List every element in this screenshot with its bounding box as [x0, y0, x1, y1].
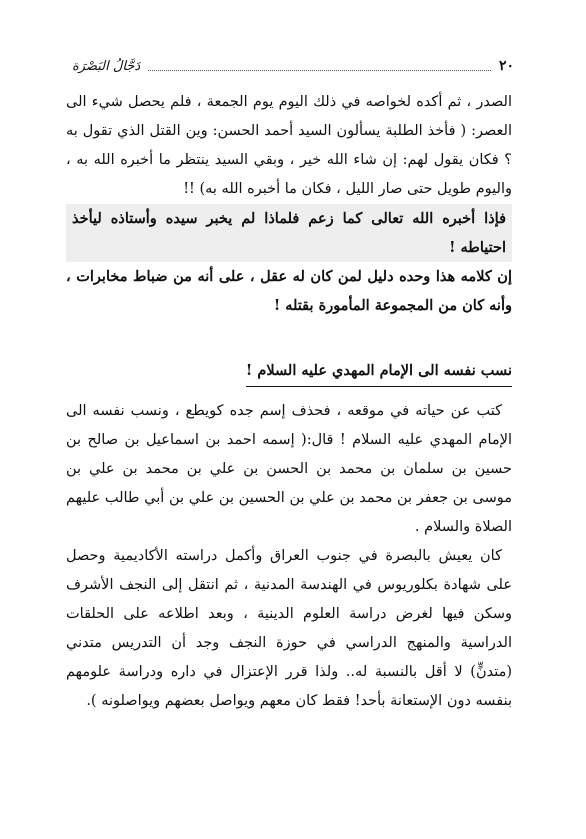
running-title: دَجَّالُ البَصْرَة: [72, 58, 141, 74]
page-body: [66, 88, 512, 716]
bold-paragraph: إن كلامه هذا وحده دليل لمن كان له عقل ، على أنه من ضباط مخابرات ، وأنه كان من المجموعة المأمورة بقتله !: [66, 268, 512, 314]
highlighted-paragraph: فإذا أخبره الله تعالى كما زعم فلماذا لم يخبر سيده وأستاذه ليأخذ احتياطه !: [66, 204, 512, 262]
page-header: [72, 58, 514, 74]
body-paragraph: كتب عن حياته في موقعه ، فحذف إسم جده كويطع ، ونسب نفسه الى الإمام المهدي عليه السلام ! قال:( إسمه احمد بن اسماعيل بن صالح بن حسين بن سلمان بن محمد بن الحسن بن علي بن محمد بن علي بن موسى بن جعفر بن محمد بن علي بن الحسين بن علي بن أبي طالب عليهم الصلاة والسلام .: [66, 403, 512, 535]
page-number: ٢٠: [498, 58, 514, 74]
body-paragraph: كان يعيش بالبصرة في جنوب العراق وأكمل دراسته الأكاديمية وحصل على شهادة بكلوريوس في الهندسة المدنية ، ثم انتقل إلى النجف الأشرف وسكن فيها لغرض دراسة العلوم الدينية ، وبعد اطلاعه على الحلقات الدراسية والمنهج الدراسي في حوزة النجف وجد أن التدريس متدني (متدنٍّ) لا أقل بالنسبة له.. ولذا قرر الإعتزال في داره ودراسة علومهم بنفسه دون الإستعانة بأحد! فقط كان معهم ويواصل بعضهم ويواصلونه ).: [66, 548, 512, 709]
section-heading-wrap: [66, 356, 512, 387]
header-dotted-rule: [148, 62, 491, 71]
body-paragraph: الصدر ، ثم أكده لخواصه في ذلك اليوم يوم الجمعة ، فلم يحصل شيء الى العصر: ( فأخذ الطلبة يسألون السيد أحمد الحسن: وين القتل الذي تقول به ؟ فكان يقول لهم: إن شاء الله خير ، وبقي السيد ينتظر ما أخبره الله به ، واليوم طويل حتى صار الليل ، فكان ما أخبره الله به) !!: [66, 94, 512, 197]
section-heading: نسب نفسه الى الإمام المهدي عليه السلام !: [246, 356, 512, 387]
